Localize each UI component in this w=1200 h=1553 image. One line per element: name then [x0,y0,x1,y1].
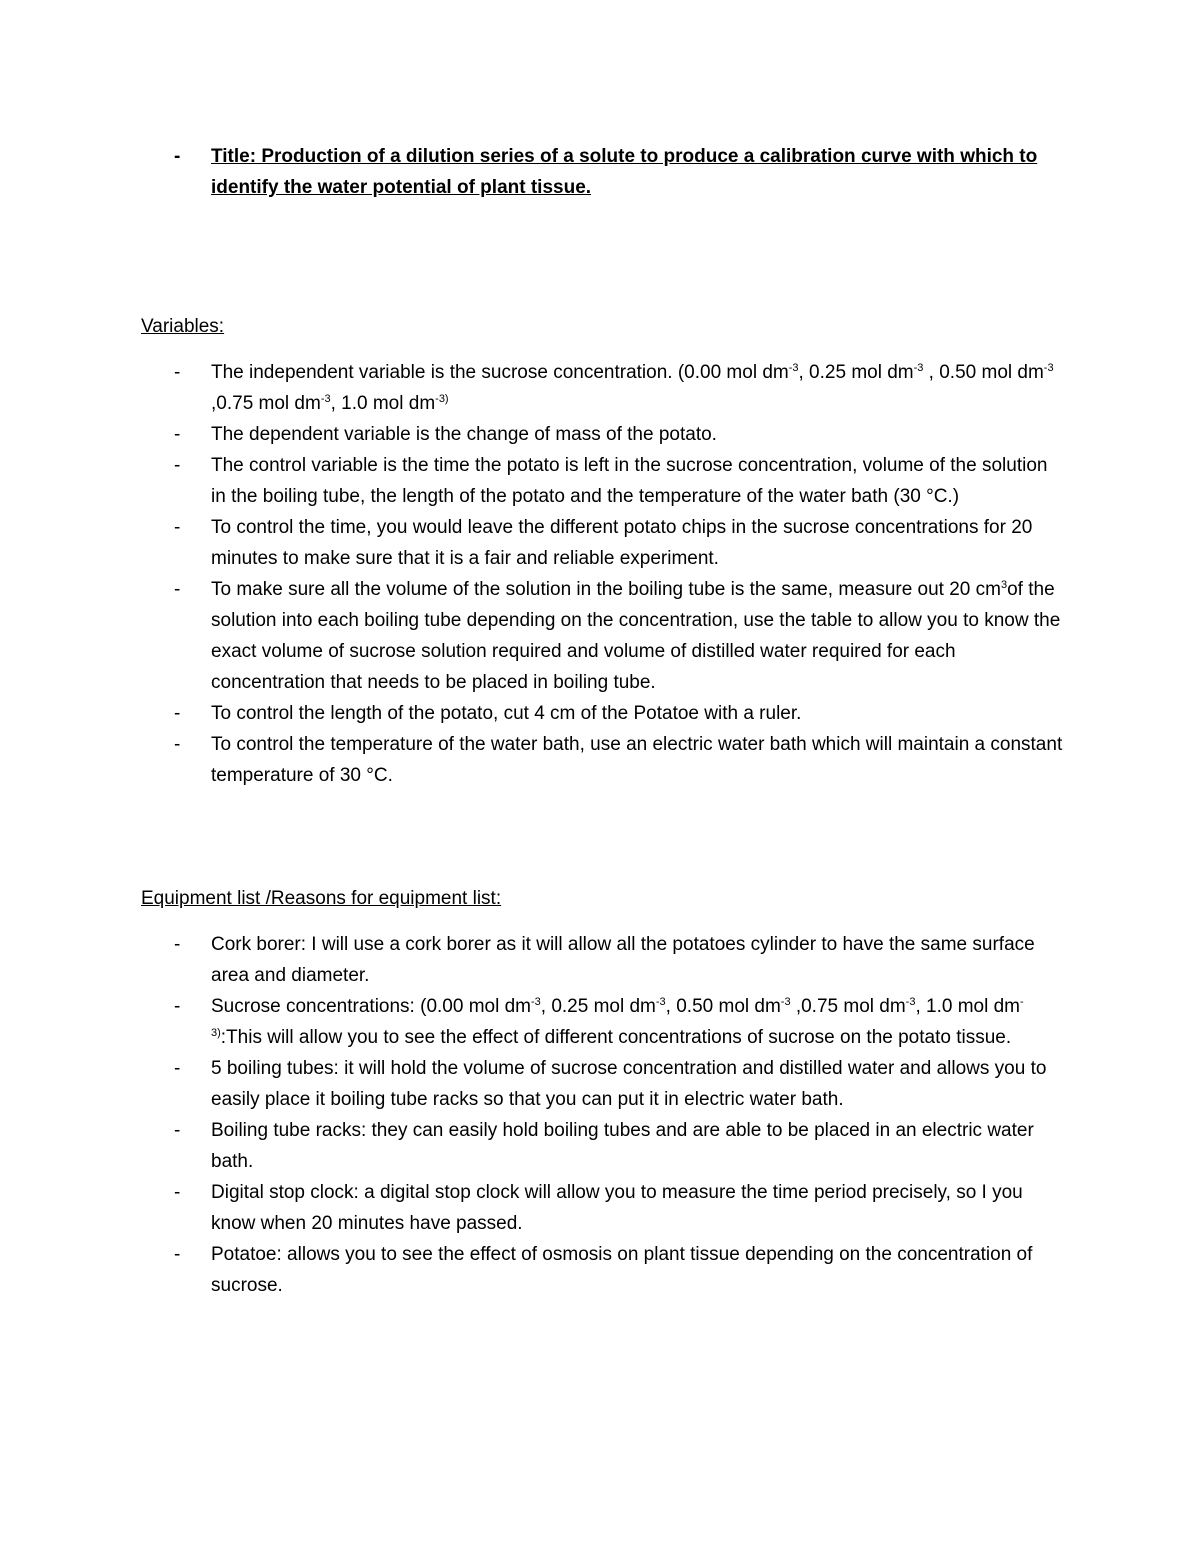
equipment-list [174,929,1064,1301]
control-temperature-text: To control the temperature of the water bath, use an electric water bath which will maintain a constant temperature of 30 °C. [211,734,1063,786]
title-dash: - [174,146,181,167]
list-item-boiling-tubes [174,1053,1064,1115]
document-title: Title: Production of a dilution series of a solute to produce a calibration curve with which to identify the water potential of plant tissue. [211,146,1038,198]
boiling-tubes-text: 5 boiling tubes: it will hold the volume of sucrose concentration and distilled water and allows you to easily place it boiling tube racks so that you can put it in electric water bath. [211,1058,1047,1110]
dependent-variable-text: The dependent variable is the change of mass of the potato. [211,424,717,445]
bullet-dash: - [174,579,181,600]
bullet-dash: - [174,517,181,538]
list-item-cork-borer [174,929,1064,991]
bullet-dash: - [174,934,181,955]
variables-heading: Variables: [141,316,225,337]
control-length-text: To control the length of the potato, cut 4 cm of the Potatoe with a ruler. [211,703,802,724]
bullet-dash: - [174,455,181,476]
control-variable-text: The control variable is the time the potato is left in the sucrose concentration, volume of the solution in the boiling tube, the length of the potato and the temperature of the water bath (30 °C.) [211,455,1048,507]
bullet-dash: - [174,703,181,724]
title-block [174,141,1054,203]
equipment-heading: Equipment list /Reasons for equipment list: [141,888,502,909]
list-item-control-volume [174,574,1064,698]
list-item-control-temperature [174,729,1064,791]
list-item-independent-variable [174,357,1064,419]
list-item-control-time [174,512,1064,574]
list-item-digital-stop-clock [174,1177,1064,1239]
bullet-dash: - [174,1182,181,1203]
bullet-dash: - [174,362,181,383]
cork-borer-text: Cork borer: I will use a cork borer as it will allow all the potatoes cylinder to have the same surface area and diameter. [211,934,1035,986]
list-item-control-length [174,698,1064,729]
sucrose-concentrations-text: Sucrose concentrations: (0.00 mol $dm^{-3}$, 0.25 mol $dm^{-3}$, 0.50 mol $dm^{-3}$ ,0.75 mol $dm^{-3}$, 1.0 mol $dm^{-3)}:This$ will allow you to see the effect of different concentrations of sucrose on the potato tissue. [211,996,1024,1048]
bullet-dash: - [174,734,181,755]
list-item-dependent-variable [174,419,1064,450]
list-item-control-variable [174,450,1064,512]
bullet-dash: - [174,1244,181,1265]
bullet-dash: - [174,996,181,1017]
list-item-boiling-tube-racks [174,1115,1064,1177]
bullet-dash: - [174,1120,181,1141]
control-volume-text: To make sure all the volume of the solution in the boiling tube is the same, measure out 20 $cm^3of$ the solution into each boiling tube depending on the concentration, use the table to allow you to know the exact volume of sucrose solution required and volume of distilled water required for each concentration that needs to be placed in boiling tube. [211,579,1061,693]
control-time-text: To control the time, you would leave the different potato chips in the sucrose concentrations for 20 minutes to make sure that it is a fair and reliable experiment. [211,517,1033,569]
list-item-sucrose-concentrations [174,991,1064,1053]
variables-list [174,357,1064,791]
boiling-tube-racks-text: Boiling tube racks: they can easily hold boiling tubes and are able to be placed in an electric water bath. [211,1120,1034,1172]
independent-variable-text: The independent variable is the sucrose concentration. (0.00 mol $dm^{-3}$, 0.25 mol $dm^{-3}$ , 0.50 mol $dm^{-3}$ ,0.75 mol $dm^{-3}$, 1.0 mol $dm^{-3)}$ [211,362,1054,414]
bullet-dash: - [174,1058,181,1079]
bullet-dash: - [174,424,181,445]
list-item-potatoe [174,1239,1064,1301]
potatoe-text: Potatoe: allows you to see the effect of osmosis on plant tissue depending on the concentration of sucrose. [211,1244,1033,1296]
digital-stop-clock-text: Digital stop clock: a digital stop clock will allow you to measure the time period precisely, so I you know when 20 minutes have passed. [211,1182,1023,1234]
